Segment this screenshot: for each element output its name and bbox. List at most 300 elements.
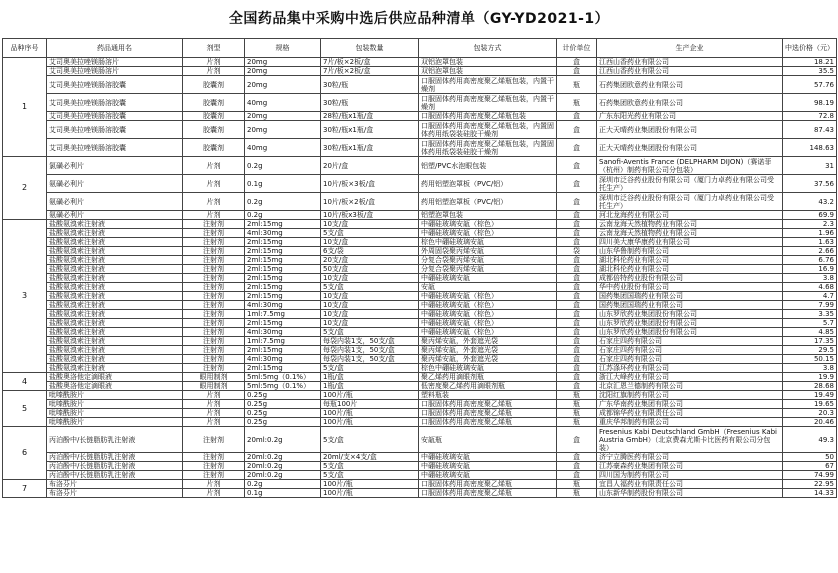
spec-cell: 0.25g	[245, 391, 321, 400]
dosage-form-cell: 胶囊剂	[183, 112, 245, 121]
price-cell: 17.35	[783, 337, 837, 346]
dosage-form-cell: 注射剂	[183, 471, 245, 480]
table-row	[3, 400, 837, 409]
unit-cell: 瓶	[557, 418, 597, 427]
table-row	[3, 229, 837, 238]
unit-cell: 盒	[557, 364, 597, 373]
table-row	[3, 112, 837, 121]
header-dosage-form: 剂型	[183, 39, 245, 58]
price-cell: 50	[783, 453, 837, 462]
table-row	[3, 292, 837, 301]
pack-qty-cell: 20支/盒	[321, 256, 419, 265]
price-cell: 57.76	[783, 76, 837, 94]
pack-method-cell: 低密度聚乙烯药用滴眼剂瓶	[419, 382, 557, 391]
manufacturer-cell: 四川美大康华康药业有限公司	[597, 238, 783, 247]
price-cell: 69.9	[783, 211, 837, 220]
price-cell: 72.8	[783, 112, 837, 121]
price-cell: 1.63	[783, 238, 837, 247]
pack-qty-cell: 每袋内装1支，50支/盒	[321, 337, 419, 346]
pack-qty-cell: 10支/盒	[321, 292, 419, 301]
unit-cell: 盒	[557, 292, 597, 301]
dosage-form-cell: 注射剂	[183, 328, 245, 337]
spec-cell: 2ml:15mg	[245, 274, 321, 283]
pack-method-cell: 棕色中硼硅玻璃安瓿	[419, 364, 557, 373]
table-row	[3, 265, 837, 274]
unit-cell: 盒	[557, 175, 597, 193]
table-row	[3, 328, 837, 337]
drug-name-cell: 布洛芬片	[47, 489, 183, 498]
pack-qty-cell: 10支/盒	[321, 274, 419, 283]
drug-name-cell: 盐酸氨溴索注射液	[47, 310, 183, 319]
spec-cell: 20ml:0.2g	[245, 462, 321, 471]
dosage-form-cell: 胶囊剂	[183, 121, 245, 139]
price-cell: 31	[783, 157, 837, 175]
pack-method-cell: 中硼硅玻璃安瓿（棕色）	[419, 319, 557, 328]
spec-cell: 0.2g	[245, 193, 321, 211]
drug-name-cell: 盐酸氨溴索注射液	[47, 229, 183, 238]
spec-cell: 20ml:0.2g	[245, 427, 321, 453]
price-cell: 98.19	[783, 94, 837, 112]
pack-qty-cell: 5支/盒	[321, 283, 419, 292]
manufacturer-cell: 成都倍特药业股份有限公司	[597, 274, 783, 283]
price-cell: 18.21	[783, 58, 837, 67]
spec-cell: 2ml:15mg	[245, 283, 321, 292]
manufacturer-cell: 国药集团国瑞药业有限公司	[597, 292, 783, 301]
table-row	[3, 301, 837, 310]
header-pack-method: 包装方式	[419, 39, 557, 58]
price-cell: 16.9	[783, 265, 837, 274]
group-seq-cell: 4	[3, 373, 47, 391]
manufacturer-cell: 山东罗欣药业集团股份有限公司	[597, 319, 783, 328]
price-cell: 4.68	[783, 283, 837, 292]
price-cell: 67	[783, 462, 837, 471]
pack-qty-cell: 10支/盒	[321, 220, 419, 229]
pack-method-cell: 中硼硅玻璃安瓿	[419, 462, 557, 471]
table-row	[3, 310, 837, 319]
drug-name-cell: 盐酸氨溴索注射液	[47, 292, 183, 301]
unit-cell: 盒	[557, 238, 597, 247]
manufacturer-cell: 重庆华邦制药有限公司	[597, 418, 783, 427]
drug-name-cell: 盐酸氨溴索注射液	[47, 256, 183, 265]
spec-cell: 2ml:15mg	[245, 247, 321, 256]
spec-cell: 4ml:30mg	[245, 355, 321, 364]
pack-qty-cell: 30粒/瓶	[321, 76, 419, 94]
dosage-form-cell: 片剂	[183, 58, 245, 67]
unit-cell: 盒	[557, 274, 597, 283]
spec-cell: 0.25g	[245, 418, 321, 427]
table-row	[3, 256, 837, 265]
pack-qty-cell: 20ml/支×4支/盒	[321, 453, 419, 462]
manufacturer-cell: 湖北科伦药业有限公司	[597, 256, 783, 265]
header-manufacturer: 生产企业	[597, 39, 783, 58]
price-cell: 2.3	[783, 220, 837, 229]
spec-cell: 20mg	[245, 112, 321, 121]
pack-qty-cell: 5支/盒	[321, 229, 419, 238]
drug-name-cell: 艾司奥美拉唑镁肠溶胶囊	[47, 121, 183, 139]
unit-cell: 盒	[557, 382, 597, 391]
drug-name-cell: 氨磺必利片	[47, 193, 183, 211]
unit-cell: 盒	[557, 310, 597, 319]
table-row	[3, 247, 837, 256]
pack-qty-cell: 6支/袋	[321, 247, 419, 256]
price-cell: 6.76	[783, 256, 837, 265]
manufacturer-cell: 成都锦华药业有限责任公司	[597, 409, 783, 418]
price-cell: 87.43	[783, 121, 837, 139]
table-row	[3, 418, 837, 427]
pack-qty-cell: 10支/盒	[321, 310, 419, 319]
spec-cell: 2ml:15mg	[245, 238, 321, 247]
pack-method-cell: 铝塑/PVC水泡眼包装	[419, 157, 557, 175]
spec-cell: 20mg	[245, 121, 321, 139]
manufacturer-cell: 宜昌人福药业有限责任公司	[597, 480, 783, 489]
pack-qty-cell: 50支/盒	[321, 265, 419, 274]
pack-method-cell: 药用铝塑泡罩板（PVC/铝）	[419, 175, 557, 193]
price-cell: 5.7	[783, 319, 837, 328]
table-row	[3, 283, 837, 292]
table-row	[3, 274, 837, 283]
spec-cell: 0.2g	[245, 211, 321, 220]
manufacturer-cell: 济宁立腾医药有限公司	[597, 453, 783, 462]
dosage-form-cell: 注射剂	[183, 364, 245, 373]
pack-method-cell: 塑料瓶装	[419, 391, 557, 400]
spec-cell: 4ml:30mg	[245, 229, 321, 238]
spec-cell: 0.1g	[245, 175, 321, 193]
table-row	[3, 58, 837, 67]
pack-qty-cell: 5支/盒	[321, 462, 419, 471]
price-cell: 49.3	[783, 427, 837, 453]
manufacturer-cell: 山东罗欣药业集团股份有限公司	[597, 328, 783, 337]
drug-name-cell: 盐酸氨溴索注射液	[47, 238, 183, 247]
dosage-form-cell: 眼用制剂	[183, 373, 245, 382]
pack-method-cell: 分复合袋聚丙烯安瓿	[419, 256, 557, 265]
dosage-form-cell: 注射剂	[183, 301, 245, 310]
pack-method-cell: 中硼硅玻璃安瓿（棕色）	[419, 229, 557, 238]
manufacturer-cell: 广东东阳光药业有限公司	[597, 112, 783, 121]
manufacturer-cell: 正大天晴药业集团股份有限公司	[597, 121, 783, 139]
manufacturer-cell: 石家庄四药有限公司	[597, 355, 783, 364]
unit-cell: 盒	[557, 462, 597, 471]
drug-name-cell: 盐酸氨溴索注射液	[47, 283, 183, 292]
unit-cell: 盒	[557, 471, 597, 480]
unit-cell: 盒	[557, 67, 597, 76]
pack-method-cell: 口服固体药用高密度聚乙烯瓶	[419, 480, 557, 489]
price-cell: 19.65	[783, 400, 837, 409]
unit-cell: 盒	[557, 256, 597, 265]
unit-cell: 盒	[557, 337, 597, 346]
manufacturer-cell: 云南龙海天然植物药业有限公司	[597, 229, 783, 238]
pack-method-cell: 中硼硅玻璃安瓿（棕色）	[419, 292, 557, 301]
drug-name-cell: 盐酸氨溴索注射液	[47, 301, 183, 310]
pack-qty-cell: 7片/板×2板/盒	[321, 58, 419, 67]
table-row	[3, 427, 837, 453]
dosage-form-cell: 眼用制剂	[183, 382, 245, 391]
header-pack-qty: 包装数量	[321, 39, 419, 58]
dosage-form-cell: 注射剂	[183, 220, 245, 229]
spec-cell: 0.25g	[245, 409, 321, 418]
table-row	[3, 391, 837, 400]
spec-cell: 5ml:5mg（0.1%）	[245, 382, 321, 391]
unit-cell: 盒	[557, 157, 597, 175]
pack-method-cell: 口服固体药用高密度聚乙烯瓶	[419, 409, 557, 418]
manufacturer-cell: 湖北科伦药业有限公司	[597, 265, 783, 274]
drug-name-cell: 盐酸氨溴索注射液	[47, 364, 183, 373]
dosage-form-cell: 注射剂	[183, 319, 245, 328]
pack-qty-cell: 10支/盒	[321, 238, 419, 247]
spec-cell: 2ml:15mg	[245, 256, 321, 265]
price-cell: 3.8	[783, 274, 837, 283]
manufacturer-cell: 石药集团欧意药业有限公司	[597, 76, 783, 94]
spec-cell: 0.2g	[245, 157, 321, 175]
pack-method-cell: 口服固体药用高密度聚乙烯瓶包装，内置干燥剂	[419, 94, 557, 112]
unit-cell: 盒	[557, 453, 597, 462]
drug-name-cell: 盐酸氨溴索注射液	[47, 319, 183, 328]
table-row	[3, 211, 837, 220]
pack-method-cell: 口服固体药用高密度聚乙烯瓶	[419, 418, 557, 427]
table-row	[3, 157, 837, 175]
price-cell: 2.66	[783, 247, 837, 256]
drug-name-cell: 丙泊酚中/长链脂肪乳注射液	[47, 471, 183, 480]
pack-method-cell: 中硼硅玻璃安瓿（棕色）	[419, 310, 557, 319]
pack-qty-cell: 10支/盒	[321, 319, 419, 328]
unit-cell: 瓶	[557, 409, 597, 418]
drug-name-cell: 盐酸奥洛他定滴眼液	[47, 373, 183, 382]
manufacturer-cell: 石家庄四药有限公司	[597, 346, 783, 355]
drug-name-cell: 吡嗪酰胺片	[47, 391, 183, 400]
pack-method-cell: 聚乙烯药用滴眼剂瓶	[419, 373, 557, 382]
spec-cell: 40mg	[245, 94, 321, 112]
spec-cell: 20mg	[245, 76, 321, 94]
table-row	[3, 175, 837, 193]
dosage-form-cell: 注射剂	[183, 274, 245, 283]
drug-name-cell: 盐酸氨溴索注射液	[47, 346, 183, 355]
spec-cell: 40mg	[245, 139, 321, 157]
pack-qty-cell: 5支/盒	[321, 328, 419, 337]
dosage-form-cell: 注射剂	[183, 238, 245, 247]
manufacturer-cell: 山东罗欣药业集团股份有限公司	[597, 310, 783, 319]
manufacturer-cell: 云南龙海天然植物药业有限公司	[597, 220, 783, 229]
drug-name-cell: 氯磺必利片	[47, 157, 183, 175]
table-row	[3, 382, 837, 391]
manufacturer-cell: Fresenius Kabi Deutschland GmbH（Fresenius Kabi Austria GmbH）（北京费森尤斯卡比医药有限公司分包装）	[597, 427, 783, 453]
price-cell: 28.68	[783, 382, 837, 391]
pack-qty-cell: 10片/板×3板/盒	[321, 175, 419, 193]
unit-cell: 瓶	[557, 400, 597, 409]
pack-qty-cell: 100片/瓶	[321, 391, 419, 400]
group-seq-cell: 7	[3, 480, 47, 498]
drug-name-cell: 氨磺必利片	[47, 211, 183, 220]
price-cell: 3.35	[783, 310, 837, 319]
pack-qty-cell: 100片/瓶	[321, 489, 419, 498]
price-cell: 19.9	[783, 373, 837, 382]
pack-method-cell: 双铝泡罩包装	[419, 67, 557, 76]
pack-method-cell: 分复合袋聚丙烯安瓿	[419, 265, 557, 274]
drug-name-cell: 盐酸氨溴索注射液	[47, 328, 183, 337]
table-header-row	[3, 39, 837, 58]
drug-name-cell: 丙泊酚中/长链脂肪乳注射液	[47, 462, 183, 471]
table-row	[3, 121, 837, 139]
price-cell: 35.5	[783, 67, 837, 76]
table-row	[3, 364, 837, 373]
table-row	[3, 355, 837, 364]
unit-cell: 盒	[557, 283, 597, 292]
pack-method-cell: 口服固体药用高密度聚乙烯瓶	[419, 489, 557, 498]
dosage-form-cell: 片剂	[183, 193, 245, 211]
spec-cell: 4ml:30mg	[245, 328, 321, 337]
table-body	[3, 58, 837, 498]
unit-cell: 盒	[557, 373, 597, 382]
manufacturer-cell: 国药集团国瑞药业有限公司	[597, 301, 783, 310]
dosage-form-cell: 片剂	[183, 418, 245, 427]
group-seq-cell: 2	[3, 157, 47, 220]
unit-cell: 盒	[557, 346, 597, 355]
manufacturer-cell: 华中药业股份有限公司	[597, 283, 783, 292]
dosage-form-cell: 注射剂	[183, 265, 245, 274]
group-seq-cell: 1	[3, 58, 47, 157]
manufacturer-cell: 江苏涤环药业有限公司	[597, 364, 783, 373]
unit-cell: 盒	[557, 121, 597, 139]
dosage-form-cell: 片剂	[183, 157, 245, 175]
dosage-form-cell: 注射剂	[183, 310, 245, 319]
price-cell: 20.3	[783, 409, 837, 418]
drug-name-cell: 艾司奥美拉唑镁肠溶胶囊	[47, 76, 183, 94]
table-row	[3, 238, 837, 247]
manufacturer-cell: 山东新华制药股份有限公司	[597, 489, 783, 498]
spec-cell: 2ml:15mg	[245, 319, 321, 328]
pack-qty-cell: 5支/盒	[321, 427, 419, 453]
drug-name-cell: 艾司奥美拉唑镁肠溶胶囊	[47, 112, 183, 121]
drug-name-cell: 艾司奥美拉唑镁肠溶片	[47, 58, 183, 67]
header-seq: 品种序号	[3, 39, 47, 58]
unit-cell: 盒	[557, 220, 597, 229]
table-row	[3, 76, 837, 94]
pack-method-cell: 中硼硅玻璃安瓿（棕色）	[419, 220, 557, 229]
manufacturer-cell: 广东华南药业集团有限公司	[597, 400, 783, 409]
drug-name-cell: 丙泊酚中/长链脂肪乳注射液	[47, 427, 183, 453]
table-row	[3, 139, 837, 157]
pack-method-cell: 口服固体药用高密度聚乙烯瓶	[419, 400, 557, 409]
unit-cell: 盒	[557, 265, 597, 274]
pack-method-cell: 双铝泡罩包装	[419, 58, 557, 67]
unit-cell: 盒	[557, 211, 597, 220]
manufacturer-cell: 沈阳红旗制药有限公司	[597, 391, 783, 400]
header-drug-name: 药品通用名	[47, 39, 183, 58]
dosage-form-cell: 注射剂	[183, 283, 245, 292]
drug-name-cell: 盐酸氨溴索注射液	[47, 220, 183, 229]
manufacturer-cell: 江西山香药业有限公司	[597, 58, 783, 67]
dosage-form-cell: 注射剂	[183, 462, 245, 471]
price-cell: 4.7	[783, 292, 837, 301]
pack-qty-cell: 30粒/瓶x1瓶/盒	[321, 139, 419, 157]
spec-cell: 1ml:7.5mg	[245, 337, 321, 346]
dosage-form-cell: 注射剂	[183, 453, 245, 462]
pack-method-cell: 药用铝塑泡罩板（PVC/铝）	[419, 193, 557, 211]
drug-name-cell: 布洛芬片	[47, 480, 183, 489]
drug-name-cell: 盐酸氨溴索注射液	[47, 274, 183, 283]
unit-cell: 盒	[557, 193, 597, 211]
pack-qty-cell: 10片/板x3板/盒	[321, 211, 419, 220]
pack-method-cell: 口服固体药用高密度聚乙烯瓶包装	[419, 112, 557, 121]
drug-name-cell: 吡嗪酰胺片	[47, 400, 183, 409]
pack-qty-cell: 每袋内装1支，50支/盒	[321, 355, 419, 364]
pack-method-cell: 安瓿瓶	[419, 427, 557, 453]
price-cell: 29.5	[783, 346, 837, 355]
drug-name-cell: 吡嗪酰胺片	[47, 409, 183, 418]
spec-cell: 0.1g	[245, 489, 321, 498]
unit-cell: 盒	[557, 355, 597, 364]
price-cell: 20.46	[783, 418, 837, 427]
price-cell: 7.99	[783, 301, 837, 310]
group-seq-cell: 5	[3, 391, 47, 427]
pack-qty-cell: 每瓶100片	[321, 400, 419, 409]
manufacturer-cell: 山东华鲁制药有限公司	[597, 247, 783, 256]
pack-method-cell: 棕色中硼硅玻璃安瓿	[419, 238, 557, 247]
unit-cell: 盒	[557, 139, 597, 157]
pack-method-cell: 聚丙烯安瓿，外套遮光袋	[419, 346, 557, 355]
pack-method-cell: 中硼硅玻璃安瓿（棕色）	[419, 328, 557, 337]
spec-cell: 20ml:0.2g	[245, 453, 321, 462]
price-cell: 22.95	[783, 480, 837, 489]
price-cell: 50.15	[783, 355, 837, 364]
spec-cell: 0.25g	[245, 400, 321, 409]
price-cell: 1.96	[783, 229, 837, 238]
dosage-form-cell: 注射剂	[183, 229, 245, 238]
dosage-form-cell: 注射剂	[183, 346, 245, 355]
table-row	[3, 373, 837, 382]
dosage-form-cell: 片剂	[183, 480, 245, 489]
pack-qty-cell: 5支/盒	[321, 364, 419, 373]
spec-cell: 20mg	[245, 58, 321, 67]
dosage-form-cell: 注射剂	[183, 256, 245, 265]
pack-qty-cell: 100片/瓶	[321, 418, 419, 427]
pack-method-cell: 铝塑泡罩包装	[419, 211, 557, 220]
pack-qty-cell: 10支/盒	[321, 301, 419, 310]
pack-qty-cell: 7片/板×2板/盒	[321, 67, 419, 76]
pack-method-cell: 中硼硅玻璃安瓿	[419, 471, 557, 480]
table-row	[3, 193, 837, 211]
pack-method-cell: 安瓿	[419, 283, 557, 292]
dosage-form-cell: 注射剂	[183, 247, 245, 256]
spec-cell: 2ml:15mg	[245, 364, 321, 373]
dosage-form-cell: 片剂	[183, 409, 245, 418]
unit-cell: 瓶	[557, 489, 597, 498]
table-row	[3, 94, 837, 112]
table-row	[3, 453, 837, 462]
price-cell: 148.63	[783, 139, 837, 157]
pack-qty-cell: 28粒/瓶x1瓶/盒	[321, 112, 419, 121]
unit-cell: 瓶	[557, 76, 597, 94]
manufacturer-cell: Sanofi-Aventis France (DELPHARM DIJON)（赛诺菲（杭州）制药有限公司分包装）	[597, 157, 783, 175]
dosage-form-cell: 片剂	[183, 391, 245, 400]
unit-cell: 盒	[557, 58, 597, 67]
table-row	[3, 337, 837, 346]
price-cell: 19.49	[783, 391, 837, 400]
pack-method-cell: 口服固体药用高密度聚乙烯瓶包装，内置干燥剂	[419, 76, 557, 94]
header-price: 中选价格（元）	[783, 39, 837, 58]
dosage-form-cell: 注射剂	[183, 355, 245, 364]
price-cell: 4.85	[783, 328, 837, 337]
manufacturer-cell: 深圳市泛谷药业股份有限公司（厦门力卓药业有限公司受托生产）	[597, 193, 783, 211]
dosage-form-cell: 片剂	[183, 67, 245, 76]
document-title: 全国药品集中采购中选后供应品种清单（GY-YD2021-1）	[228, 11, 610, 27]
drug-name-cell: 艾司奥美拉唑镁肠溶胶囊	[47, 139, 183, 157]
table-row	[3, 319, 837, 328]
spec-cell: 20ml:0.2g	[245, 471, 321, 480]
table-row	[3, 480, 837, 489]
unit-cell: 瓶	[557, 94, 597, 112]
pack-qty-cell: 100片/瓶	[321, 480, 419, 489]
pack-method-cell: 中硼硅玻璃安瓿	[419, 453, 557, 462]
group-seq-cell: 3	[3, 220, 47, 373]
